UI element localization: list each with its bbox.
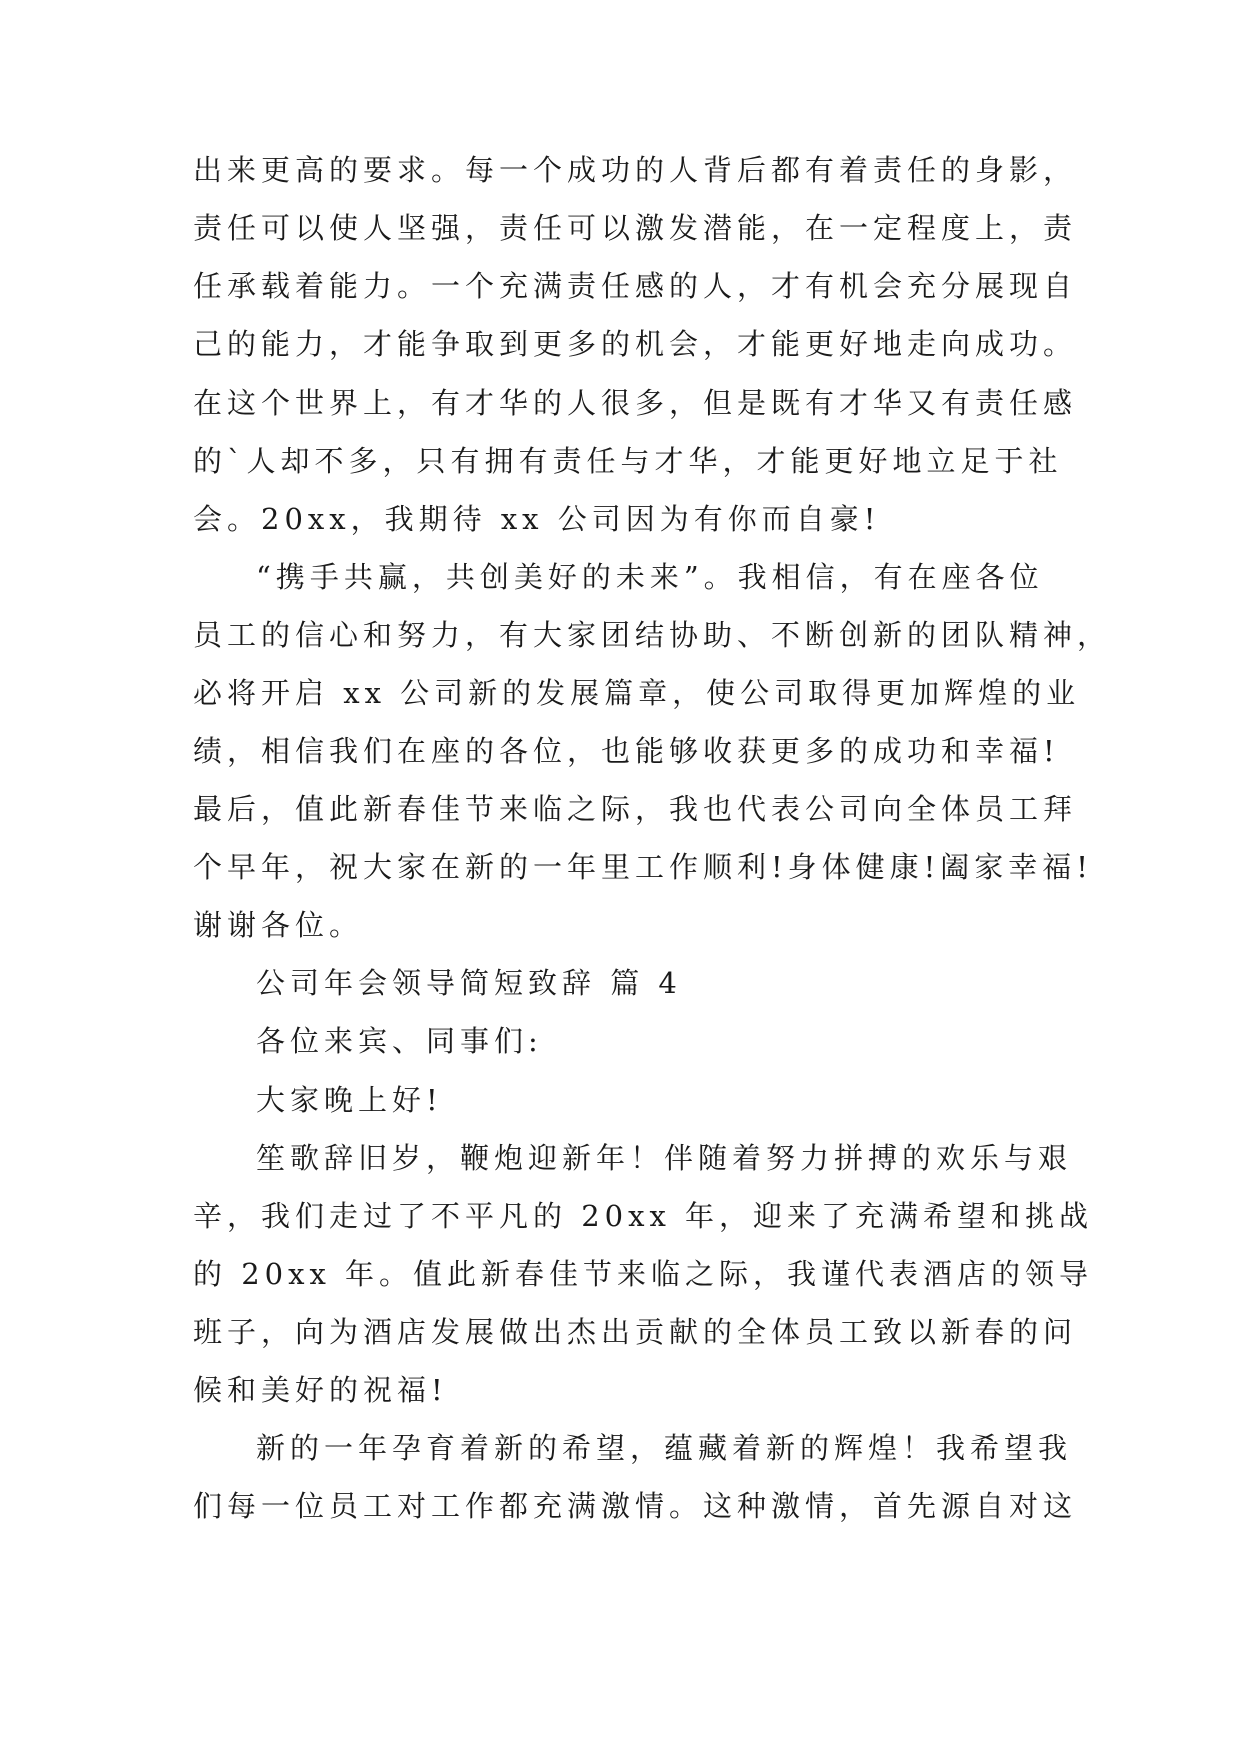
text-line: 在这个世界上，有才华的人很多，但是既有才华又有责任感: [193, 386, 1078, 420]
text-line: 必将开启 xx 公司新的发展篇章，使公司取得更加辉煌的业: [193, 676, 1081, 710]
text-line: 会。20xx，我期待 xx 公司因为有你而自豪!: [193, 502, 881, 536]
paragraph-start-line: 新的一年孕育着新的希望，蕴藏着新的辉煌！我希望我: [256, 1431, 1073, 1465]
text-line: 己的能力，才能争取到更多的机会，才能更好地走向成功。: [193, 327, 1078, 361]
text-line: 绩，相信我们在座的各位，也能够收获更多的成功和幸福!: [193, 734, 1060, 768]
salutation: 各位来宾、同事们:: [256, 1024, 543, 1058]
text-line: 的`人却不多，只有拥有责任与才华，才能更好地立足于社: [193, 444, 1063, 478]
text-line: 最后，值此新春佳节来临之际，我也代表公司向全体员工拜: [193, 792, 1078, 826]
text-line: 责任可以使人坚强，责任可以激发潜能，在一定程度上，责: [193, 211, 1078, 245]
text-line: 个早年，祝大家在新的一年里工作顺利!身体健康!阖家幸福!: [193, 850, 1093, 884]
text-line: 辛，我们走过了不平凡的 20xx 年，迎来了充满希望和挑战: [193, 1199, 1094, 1233]
text-line: 的 20xx 年。值此新春佳节来临之际，我谨代表酒店的领导: [193, 1257, 1094, 1291]
text-line: 谢谢各位。: [193, 908, 364, 942]
text-line: 员工的信心和努力，有大家团结协助、不断创新的团队精神，: [193, 618, 1112, 652]
text-line: 班子，向为酒店发展做出杰出贡献的全体员工致以新春的问: [193, 1315, 1078, 1349]
paragraph-start-line: 笙歌辞旧岁，鞭炮迎新年！伴随着努力拼搏的欢乐与艰: [256, 1141, 1073, 1175]
text-line: 出来更高的要求。每一个成功的人背后都有着责任的身影，: [193, 153, 1078, 187]
section-heading: 公司年会领导简短致辞 篇 4: [256, 966, 682, 1000]
text-line: 们每一位员工对工作都充满激情。这种激情，首先源自对这: [193, 1489, 1078, 1523]
text-line: 候和美好的祝福!: [193, 1373, 448, 1407]
greeting: 大家晚上好!: [256, 1083, 443, 1117]
text-line: 任承载着能力。一个充满责任感的人，才有机会充分展现自: [193, 269, 1078, 303]
paragraph-start-line: “携手共赢，共创美好的未来”。我相信，有在座各位: [256, 560, 1044, 594]
